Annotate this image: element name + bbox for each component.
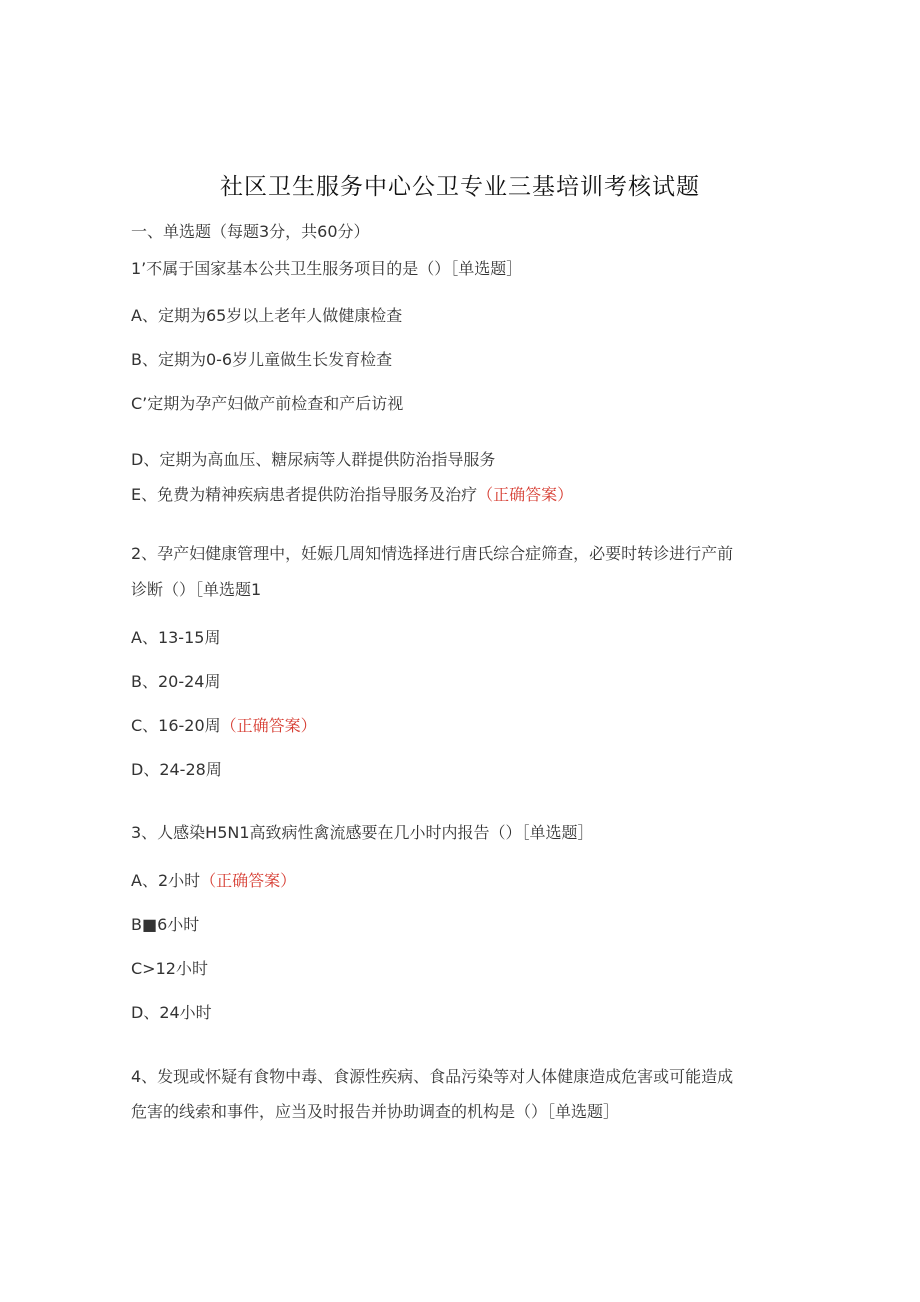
option-text: A、2小时 <box>131 871 201 890</box>
question-2-option-d: D、24-28周 <box>131 760 222 779</box>
question-3-option-c: C>12小时 <box>131 959 208 978</box>
question-4-stem-line-1: 4、发现或怀疑有食物中毒、食源性疾病、食品污染等对人体健康造成危害或可能造成 <box>131 1067 734 1086</box>
question-2-option-b: B、20-24周 <box>131 672 221 691</box>
question-3-option-b: B■6小时 <box>131 915 200 934</box>
option-text: C、16-20周 <box>131 716 221 735</box>
question-1-option-d: D、定期为高血压、糖尿病等人群提供防治指导服务 <box>131 450 496 469</box>
question-1-option-e <box>131 484 573 506</box>
question-1-stem: 1’不属于国家基本公共卫生服务项目的是（）［单选题］ <box>131 259 523 278</box>
question-3-stem: 3、人感染H5N1高致病性禽流感要在几小时内报告（）［单选题］ <box>131 823 594 842</box>
question-1-option-a: A、定期为65岁以上老年人做健康检查 <box>131 306 403 325</box>
question-4-stem-line-2: 危害的线索和事件，应当及时报告并协助调查的机构是（）［单选题］ <box>131 1102 620 1121</box>
section-heading: 一、单选题（每题3分，共60分） <box>131 222 370 241</box>
question-3-option-d: D、24小时 <box>131 1003 212 1022</box>
question-1-option-b: B、定期为0-6岁儿童做生长发育检查 <box>131 350 393 369</box>
question-2-option-a: A、13-15周 <box>131 628 221 647</box>
correct-answer-marker: （正确答案） <box>220 716 317 735</box>
option-text: E、免费为精神疾病患者提供防治指导服务及治疗 <box>131 485 478 504</box>
question-2-stem-line-2: 诊断（）［单选题1 <box>131 580 262 599</box>
correct-answer-marker: （正确答案） <box>477 485 574 504</box>
question-2-stem-line-1: 2、孕产妇健康管理中，妊娠几周知情选择进行唐氏综合症筛查，必要时转诊进行产前 <box>131 544 734 563</box>
question-2-option-c <box>131 715 317 737</box>
correct-answer-marker: （正确答案） <box>200 871 297 890</box>
question-3-option-a <box>131 870 296 892</box>
question-1-option-c: C’定期为孕产妇做产前检查和产后访视 <box>131 394 404 413</box>
document-title: 社区卫生服务中心公卫专业三基培训考核试题 <box>220 174 700 200</box>
